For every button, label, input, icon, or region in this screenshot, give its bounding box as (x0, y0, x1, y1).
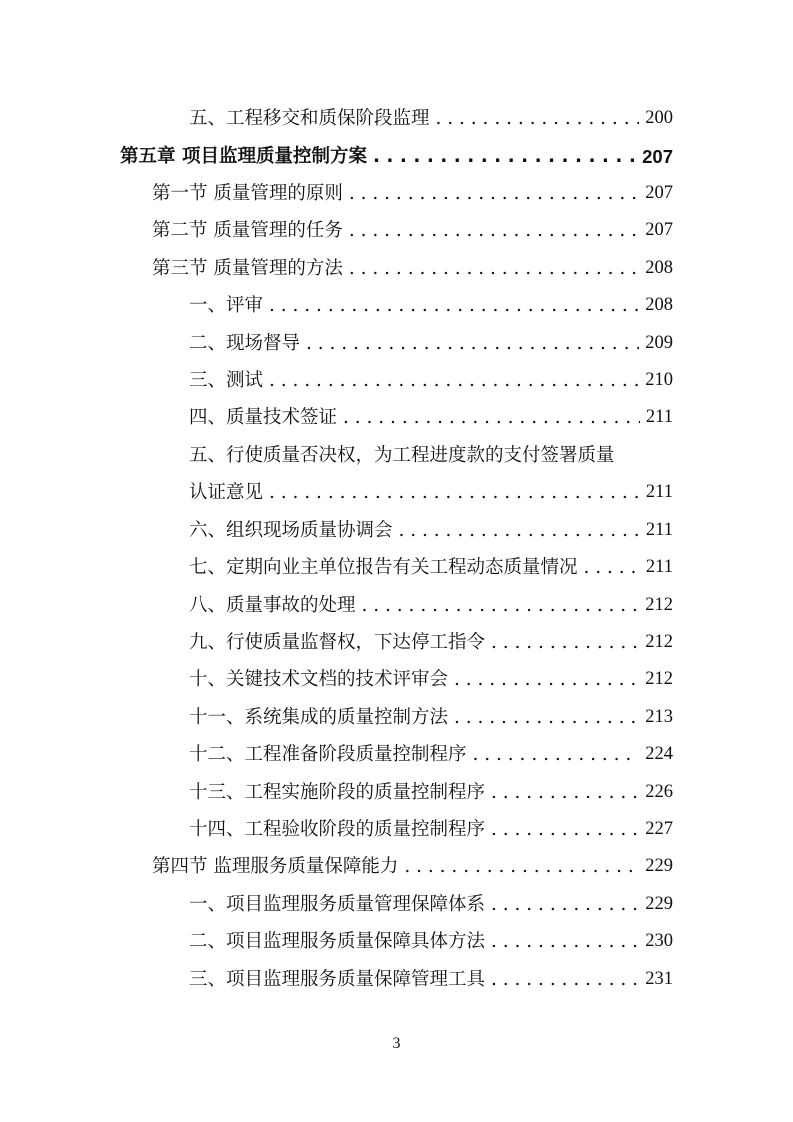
toc-entry-title: 认证意见 (189, 482, 264, 503)
toc-entry[interactable] (189, 736, 673, 773)
toc-entry[interactable] (189, 287, 673, 324)
toc-entry-wrapped-second-line[interactable] (189, 474, 673, 511)
toc-entry[interactable] (189, 774, 673, 811)
toc-entry[interactable] (189, 100, 673, 137)
toc-leader-dots (491, 886, 639, 923)
toc-entry-title: 第三节 质量管理的方法 (152, 258, 343, 279)
toc-entry-page: 209 (645, 333, 673, 353)
toc-leader-dots (349, 175, 639, 212)
toc-entry-title: 九、行使质量监督权，下达停工指令 (189, 632, 486, 653)
toc-entry-title: 一、项目监理服务质量管理保障体系 (189, 894, 486, 915)
toc-entry-wrapped-first-line[interactable] (189, 437, 673, 474)
toc-entry-title: 十四、工程验收阶段的质量控制程序 (189, 819, 486, 840)
toc-entry-title: 十一、系统集成的质量控制方法 (189, 707, 449, 728)
toc-entry-page: 208 (645, 258, 673, 278)
toc-leader-dots (349, 250, 639, 287)
toc-leader-dots (373, 138, 636, 175)
toc-entry-title: 六、组织现场质量协调会 (189, 520, 393, 541)
toc-entry-page: 227 (645, 819, 673, 839)
toc-entry-page: 200 (645, 108, 673, 128)
toc-entry-title: 第一节 质量管理的原则 (152, 183, 343, 204)
toc-entry-page: 207 (645, 220, 673, 240)
toc-entry-page: 229 (645, 894, 673, 914)
toc-entry-title: 三、项目监理服务质量保障管理工具 (189, 969, 486, 990)
toc-entry[interactable] (189, 362, 673, 399)
toc-leader-dots (473, 736, 640, 773)
toc-entry-page: 212 (645, 632, 673, 652)
toc-section-entry[interactable] (152, 212, 673, 249)
toc-entry-title: 第二节 质量管理的任务 (152, 220, 343, 241)
toc-entry[interactable] (189, 811, 673, 848)
toc-entry-page: 210 (645, 370, 673, 390)
toc-entry-title: 五、工程移交和质保阶段监理 (189, 108, 430, 129)
toc-leader-dots (491, 624, 639, 661)
toc-entry[interactable] (189, 399, 673, 436)
toc-entry-page: 211 (645, 482, 673, 502)
toc-entry-page: 211 (645, 407, 673, 427)
toc-leader-dots (491, 961, 639, 998)
toc-entry-page: 207 (645, 183, 673, 203)
toc-leader-dots (436, 100, 640, 137)
toc-entry[interactable] (189, 512, 673, 549)
toc-leader-dots (269, 362, 639, 399)
toc-leader-dots (584, 549, 640, 586)
toc-entry[interactable] (189, 624, 673, 661)
toc-leader-dots (269, 287, 639, 324)
page-number: 3 (392, 1035, 401, 1052)
toc-leader-dots (491, 923, 639, 960)
toc-leader-dots (491, 774, 639, 811)
toc-entry[interactable] (189, 923, 673, 960)
toc-entry[interactable] (189, 961, 673, 998)
toc-entry-title: 二、现场督导 (189, 333, 301, 354)
toc-entry-page: 213 (645, 707, 673, 727)
toc-leader-dots (399, 512, 640, 549)
toc-entry-page: 212 (645, 669, 673, 689)
toc-entry-page: 230 (645, 931, 673, 951)
toc-entry-title: 二、项目监理服务质量保障具体方法 (189, 931, 486, 952)
toc-entry-page: 212 (645, 595, 673, 615)
toc-entry-title: 十二、工程准备阶段质量控制程序 (189, 744, 467, 765)
toc-entry-page: 211 (645, 557, 673, 577)
toc-entry-page: 226 (645, 782, 673, 802)
toc-entry-page: 224 (645, 744, 673, 764)
toc-leader-dots (343, 399, 640, 436)
toc-entry[interactable] (189, 661, 673, 698)
toc-entry[interactable] (189, 886, 673, 923)
toc-entry[interactable] (189, 699, 673, 736)
toc-leader-dots (454, 699, 639, 736)
toc-leader-dots (362, 587, 640, 624)
toc-section-entry[interactable] (152, 175, 673, 212)
toc-entry-title: 第四节 监理服务质量保障能力 (152, 856, 399, 877)
toc-entry-title: 十、关键技术文档的技术评审会 (189, 669, 449, 690)
toc-entry-page: 207 (642, 146, 673, 167)
toc-entry-page: 231 (645, 969, 673, 989)
toc-entry-title: 十三、工程实施阶段的质量控制程序 (189, 782, 486, 803)
toc-entry-title: 一、评审 (189, 295, 264, 316)
toc-leader-dots (404, 848, 639, 885)
toc-entry-title: 第五章 项目监理质量控制方案 (120, 146, 367, 167)
toc-entry-title: 七、定期向业主单位报告有关工程动态质量情况 (189, 557, 578, 578)
toc-entry-title: 四、质量技术签证 (189, 407, 338, 428)
toc-leader-dots (491, 811, 639, 848)
toc-entry[interactable] (189, 549, 673, 586)
toc-leader-dots (349, 212, 639, 249)
toc-entry[interactable] (189, 325, 673, 362)
toc-entry-page: 211 (645, 520, 673, 540)
toc-leader-dots (454, 661, 639, 698)
toc-chapter-entry[interactable] (120, 138, 673, 175)
toc-section-entry[interactable] (152, 250, 673, 287)
toc-entry-page: 208 (645, 295, 673, 315)
toc-entry[interactable] (189, 587, 673, 624)
toc-leader-dots (306, 325, 639, 362)
toc-entry-title: 八、质量事故的处理 (189, 595, 356, 616)
toc-leader-dots (269, 474, 640, 511)
toc-entry-title: 五、行使质量否决权，为工程进度款的支付签署质量 (189, 445, 615, 466)
toc-section-entry[interactable] (152, 848, 673, 885)
toc-entry-title: 三、测试 (189, 370, 264, 391)
toc-entry-page: 229 (645, 856, 673, 876)
